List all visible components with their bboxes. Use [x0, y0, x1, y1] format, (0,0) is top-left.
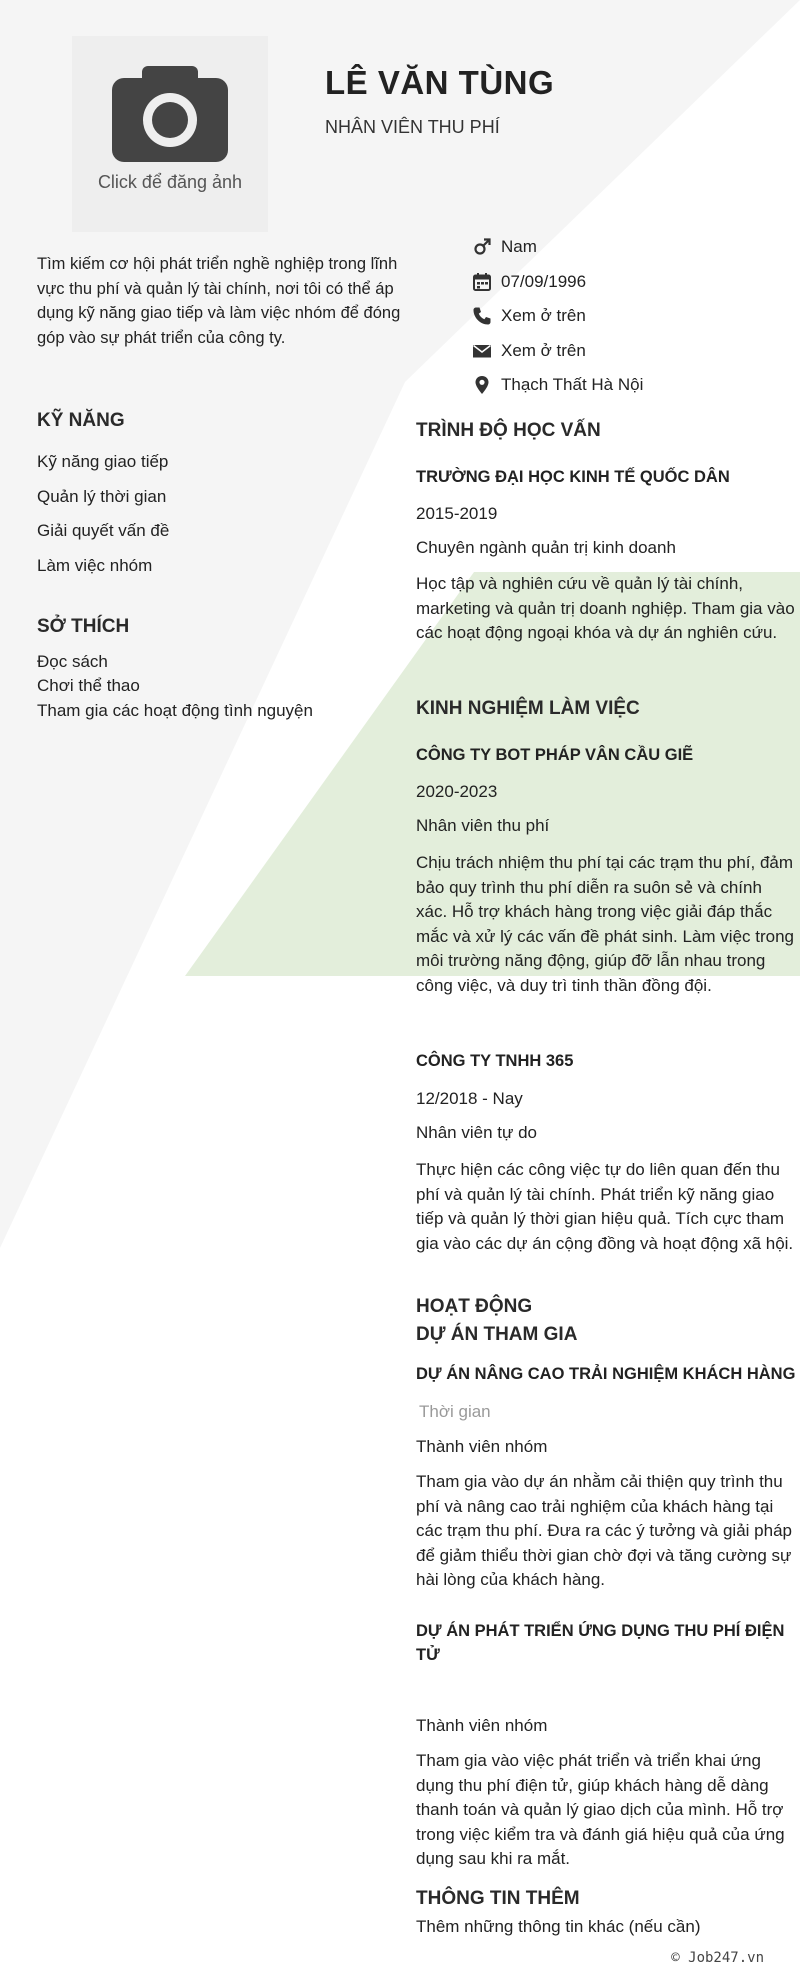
job-company: CÔNG TY BOT PHÁP VÂN CẦU GIẼ: [416, 746, 694, 764]
experience-heading: KINH NGHIỆM LÀM VIỆC: [416, 698, 640, 719]
projects-heading: DỰ ÁN THAM GIA: [416, 1324, 578, 1345]
education-period: 2015-2019: [416, 504, 498, 523]
job-period: 12/2018 - Nay: [416, 1089, 523, 1108]
job-company: CÔNG TY TNHH 365: [416, 1052, 574, 1070]
project-description: Tham gia vào dự án nhằm cải thiện quy trình thu phí và nâng cao trải nghiệm của khách hàng tại các trạm thu phí. Đưa ra các ý tưởng và giải pháp để giảm thiểu thời gian chờ đợi và tăng cường sự hài lòng của khách hàng.: [416, 1472, 792, 1589]
job-description: Thực hiện các công việc tự do liên quan đến thu phí và quản lý tài chính. Phát triển kỹ năng giao tiếp và quản lý thời gian hiệu quả. Tích cực tham gia vào các dự án cộng đồng và hoạt động xã hội.: [416, 1160, 794, 1253]
contact-email-value: Xem ở trên: [501, 340, 586, 360]
contact-email: [472, 334, 643, 369]
envelope-icon: [472, 341, 492, 361]
project-role: Thành viên nhóm: [416, 1437, 548, 1456]
calendar-icon: [472, 272, 492, 292]
skills-heading: KỸ NĂNG: [37, 410, 125, 431]
contact-phone: [472, 299, 643, 334]
candidate-position: NHÂN VIÊN THU PHÍ: [325, 117, 500, 137]
contact-gender-value: Nam: [501, 237, 537, 257]
phone-icon: [472, 306, 492, 326]
contact-birthday: [472, 265, 643, 300]
skill-item: Làm việc nhóm: [37, 556, 153, 575]
project-name: DỰ ÁN NÂNG CAO TRẢI NGHIỆM KHÁCH HÀNG: [416, 1365, 796, 1383]
contact-address: [472, 368, 643, 403]
job-description: Chịu trách nhiệm thu phí tại các trạm thu phí, đảm bảo quy trình thu phí diễn ra suôn sẻ và chính xác. Hỗ trợ khách hàng trong việc giải đáp thắc mắc và xử lý các vấn đề phát sinh. Làm việc trong môi trường năng động, giúp đỡ lẫn nhau trong công việc, và duy trì tinh thần đồng đội.: [416, 853, 795, 995]
contact-info: [472, 230, 643, 403]
education-heading: TRÌNH ĐỘ HỌC VẤN: [416, 420, 601, 441]
contact-phone-value: Xem ở trên: [501, 306, 586, 326]
activities-heading: HOẠT ĐỘNG: [416, 1296, 533, 1317]
hobbies-heading: SỞ THÍCH: [37, 616, 130, 637]
photo-upload-label: Click để đăng ảnh: [97, 172, 243, 192]
job-role: Nhân viên thu phí: [416, 816, 550, 835]
hobby-item: Tham gia các hoạt động tình nguyện: [37, 701, 313, 720]
project-role: Thành viên nhóm: [416, 1716, 548, 1735]
education-description: Học tập và nghiên cứu về quản lý tài chính, marketing và quản trị doanh nghiệp. Tham gia vào các hoạt động ngoại khóa và dự án nghiên cứu.: [416, 574, 795, 642]
education-major: Chuyên ngành quản trị kinh doanh: [416, 538, 676, 557]
job-role: Nhân viên tự do: [416, 1123, 538, 1142]
additional-info-text: Thêm những thông tin khác (nếu cần): [416, 1917, 701, 1936]
footer-watermark: © Job247.vn: [671, 1950, 764, 1966]
project-description: Tham gia vào việc phát triển và triển khai ứng dụng thu phí điện tử, giúp khách hàng dễ dàng thanh toán và quản lý giao dịch của mình. Hỗ trợ trong việc kiểm tra và đánh giá hiệu quả của ứng dụng sau khi ra mắt.: [416, 1751, 785, 1868]
contact-gender: [472, 230, 643, 265]
skill-item: Quản lý thời gian: [37, 487, 167, 506]
contact-birthday-value: 07/09/1996: [501, 271, 587, 291]
skill-item: Kỹ năng giao tiếp: [37, 452, 169, 471]
education-school: TRƯỜNG ĐẠI HỌC KINH TẾ QUỐC DÂN: [416, 468, 730, 486]
project-time-placeholder[interactable]: Thời gian: [419, 1402, 491, 1421]
job-period: 2020-2023: [416, 782, 498, 801]
hobby-item: Đọc sách: [37, 652, 108, 671]
camera-icon: [112, 64, 228, 162]
additional-info-heading: THÔNG TIN THÊM: [416, 1888, 580, 1909]
contact-address-value: Thạch Thất Hà Nội: [501, 375, 644, 395]
gender-icon: [472, 237, 492, 257]
career-objective: Tìm kiếm cơ hội phát triển nghề nghiệp trong lĩnh vực thu phí và quản lý tài chính, nơi tôi có thể áp dụng kỹ năng giao tiếp và làm việc nhóm để đóng góp vào sự phát triển của công ty.: [37, 255, 401, 347]
skill-item: Giải quyết vấn đề: [37, 521, 170, 540]
candidate-name: LÊ VĂN TÙNG: [325, 64, 555, 101]
photo-upload-placeholder[interactable]: [72, 36, 268, 232]
location-pin-icon: [472, 375, 492, 395]
hobby-item: Chơi thể thao: [37, 676, 140, 695]
project-name: DỰ ÁN PHÁT TRIỂN ỨNG DỤNG THU PHÍ ĐIỆN TỬ: [416, 1622, 785, 1664]
